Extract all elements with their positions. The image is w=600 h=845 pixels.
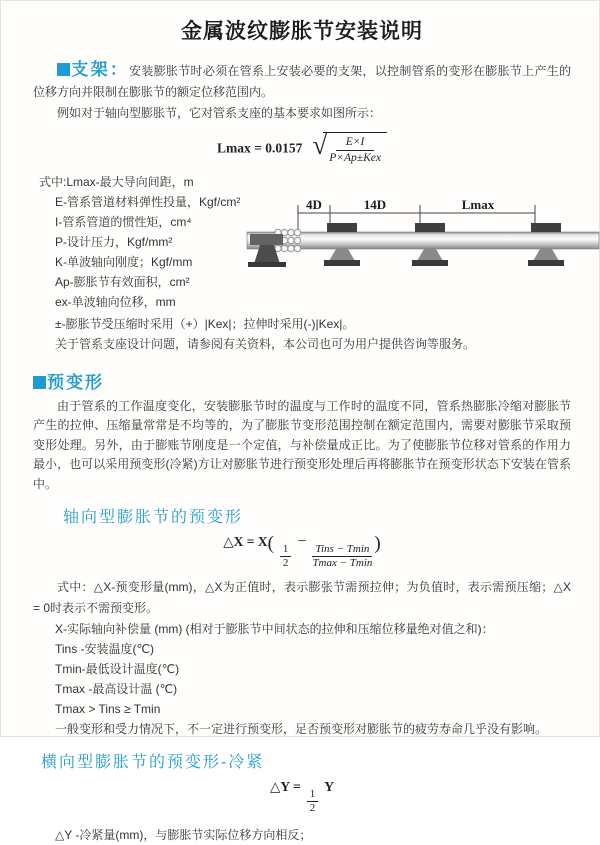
square-bullet-icon (33, 376, 46, 389)
axial-explain-text: 式中：△X-预变形量(mm)，△X为正值时，表示膨张节需预拉伸；为负值时，表示需预压缩；△X = 0时表示不需预变形。 (33, 579, 571, 615)
fraction-numerator: 1 (307, 788, 319, 802)
definition-line: 一般变形和受力情况下，不一定进行预变形，足否预变形对膨胀节的疲劳寿命几乎没有影响。 (55, 721, 548, 736)
lateral-formula-lhs: △Y = (270, 778, 301, 794)
radicand-denominator: P×Ap±Kex (329, 152, 381, 165)
definition-line: Ap-膨胀节有效面积，cm² (55, 274, 190, 289)
radical-sign-icon: √ (312, 130, 328, 160)
lateral-formula (33, 778, 571, 815)
predeform-section-heading (33, 368, 571, 393)
support-example-text: 例如对于轴向型膨胀节，它对管系支座的基本要求如图所示： (57, 106, 382, 120)
page-title: 金属波纹膨胀节安装说明 (181, 20, 423, 43)
minus-sign: − (297, 533, 307, 551)
definition-line: I-管系管道的惯性矩，cm⁴ (55, 214, 192, 229)
fraction-denominator: 2 (309, 801, 316, 814)
fraction-denominator: Tmax − Tmin (312, 557, 373, 570)
definition-line: X-实际轴向补偿量 (mm) (相对于膨胀节中间状态的拉伸和压缩位移量绝对值之和)： (55, 621, 494, 636)
support-intro-text: 安装膨胀节时必须在管系上安装必要的支架，以控制管系的变形在膨胀节上产生的位移方向并限制在膨胀节的额定位移范围内。 (33, 64, 572, 99)
lateral-subheading: 横向型膨胀节的预变形-冷紧 (41, 753, 265, 771)
plus-minus-note: ±-膨胀节受压缩时采用（+）|Kex|；拉伸时采用(-)|Kex|。 (55, 316, 355, 331)
axial-formula (33, 533, 571, 570)
definition-line: 式中:Lmax-最大导向间距，m (39, 174, 194, 189)
cold-tightening-note: △Y -冷紧量(mm)，与膨胀节实际位移方向相反； (55, 828, 312, 843)
left-paren: ( (267, 533, 274, 555)
dimension-label-lmax: Lmax (461, 196, 495, 212)
temperature-fraction (312, 543, 372, 570)
definition-line: E-管系管道材料弹性投量，Kgf/cm² (55, 194, 241, 209)
definition-line: P-设计压力，Kgf/mm² (55, 234, 173, 249)
definition-line: Tmax > Tins ≥ Tmin (55, 701, 161, 716)
axial-formula-lhs: △X = X (223, 534, 268, 550)
service-note: 关于管系支座设计问题，请参阅有关资料，本公司也可为用户提供咨询等服务。 (55, 336, 476, 351)
predeform-body-text: 由于管系的工作温度变化，安装膨胀节时的温度与工作时的温度不同，管系热膨胀冷缩对膨胀节产生的拉伸、压缩量常常是不均等的，为了膨胀节变形范围控制在额定范围内，需要对膨胀节采取预变形处理。另外，由于膨账节刚度是一个定值，与补偿量成正比。为了使膨胀节位移对管系的作用力最小，也可以采用预变形(冷紧)方让对膨胀节进行预变形处理后再将膨胀节在预变形状态下安装在管系中。 (33, 398, 571, 491)
half-fraction (307, 788, 319, 815)
definition-line: K-单波轴向刚度；Kgf/mm (55, 254, 193, 269)
definition-line: Tmax -最高设计温 (℃) (55, 681, 178, 696)
right-paren: ) (374, 533, 381, 555)
half-fraction (280, 543, 292, 570)
lmax-formula (33, 132, 571, 166)
dimension-label-4d: 4D (306, 196, 322, 212)
definition-line: Tmin-最低设计温度(℃) (55, 661, 180, 676)
support-section-heading: 支架： (71, 60, 130, 79)
predeform-heading-text: 预变形 (47, 372, 104, 392)
lmax-definitions-block (33, 172, 571, 314)
radicand-numerator: E×I (336, 135, 375, 151)
radicand-fraction (323, 132, 387, 166)
definition-line: Tins -安装温度(℃) (55, 641, 155, 656)
dimension-label-14d: 14D (363, 196, 387, 212)
radical-expression (312, 132, 387, 166)
fraction-numerator: Tins − Tmin (312, 543, 372, 557)
lateral-formula-rhs: Y (324, 778, 334, 794)
fraction-numerator: 1 (280, 543, 292, 557)
support-intro-paragraph (33, 59, 571, 103)
pipe-support-diagram (245, 196, 600, 292)
axial-subheading: 轴向型膨胀节的预变形 (63, 509, 244, 527)
lmax-formula-lhs: Lmax = 0.0157 (217, 140, 303, 156)
definition-line: ex-单波轴向位移，mm (55, 294, 176, 309)
fraction-denominator: 2 (282, 557, 289, 570)
square-bullet-icon (57, 63, 70, 76)
